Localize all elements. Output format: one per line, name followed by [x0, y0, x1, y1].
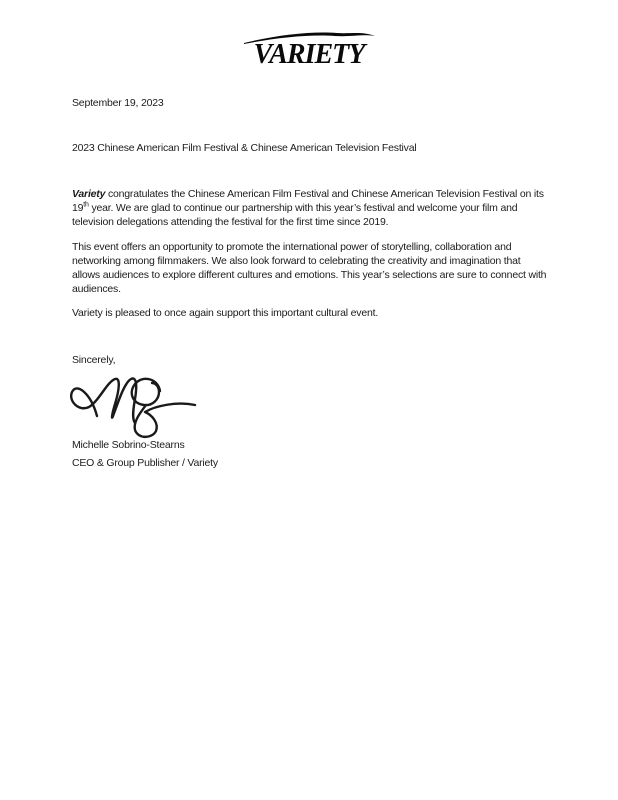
paragraph-1-text-before-sup: congratulates the Chinese American Film Festival and Chinese American Television Festival on its 19	[72, 188, 544, 214]
variety-logo-svg	[234, 28, 384, 68]
signature-svg	[66, 371, 201, 443]
handwritten-signature	[66, 371, 201, 443]
signer-name: Michelle Sobrino-Stearns	[72, 439, 185, 451]
closing-salutation: Sincerely,	[72, 354, 116, 366]
signer-title: CEO & Group Publisher / Variety	[72, 457, 218, 469]
signature-s-tail-stroke	[135, 404, 195, 437]
ordinal-superscript: th	[83, 201, 89, 209]
letter-date: September 19, 2023	[72, 97, 164, 109]
paragraph-3: Variety is pleased to once again support this important cultural event.	[72, 307, 379, 319]
signature-m-stroke	[71, 379, 136, 423]
letter-subject: 2023 Chinese American Film Festival & Chinese American Television Festival	[72, 142, 417, 154]
logo-wordmark: VARIETY	[253, 39, 365, 68]
paragraph-1	[72, 187, 550, 229]
variety-logo	[234, 28, 384, 68]
paragraph-1-lead-word: Variety	[72, 188, 106, 200]
paragraph-1-text-after-sup: year. We are glad to continue our partnership with this year’s festival and welcome your film and television delegations attending the festival for the first time since 2019.	[72, 202, 518, 228]
paragraph-2: This event offers an opportunity to promote the international power of storytelling, collaboration and networking among filmmakers. We also look forward to celebrating the creativity and imagination that allows audiences to explore different cultures and emotions. This year’s selections are sure to connect with audiences.	[72, 241, 547, 295]
